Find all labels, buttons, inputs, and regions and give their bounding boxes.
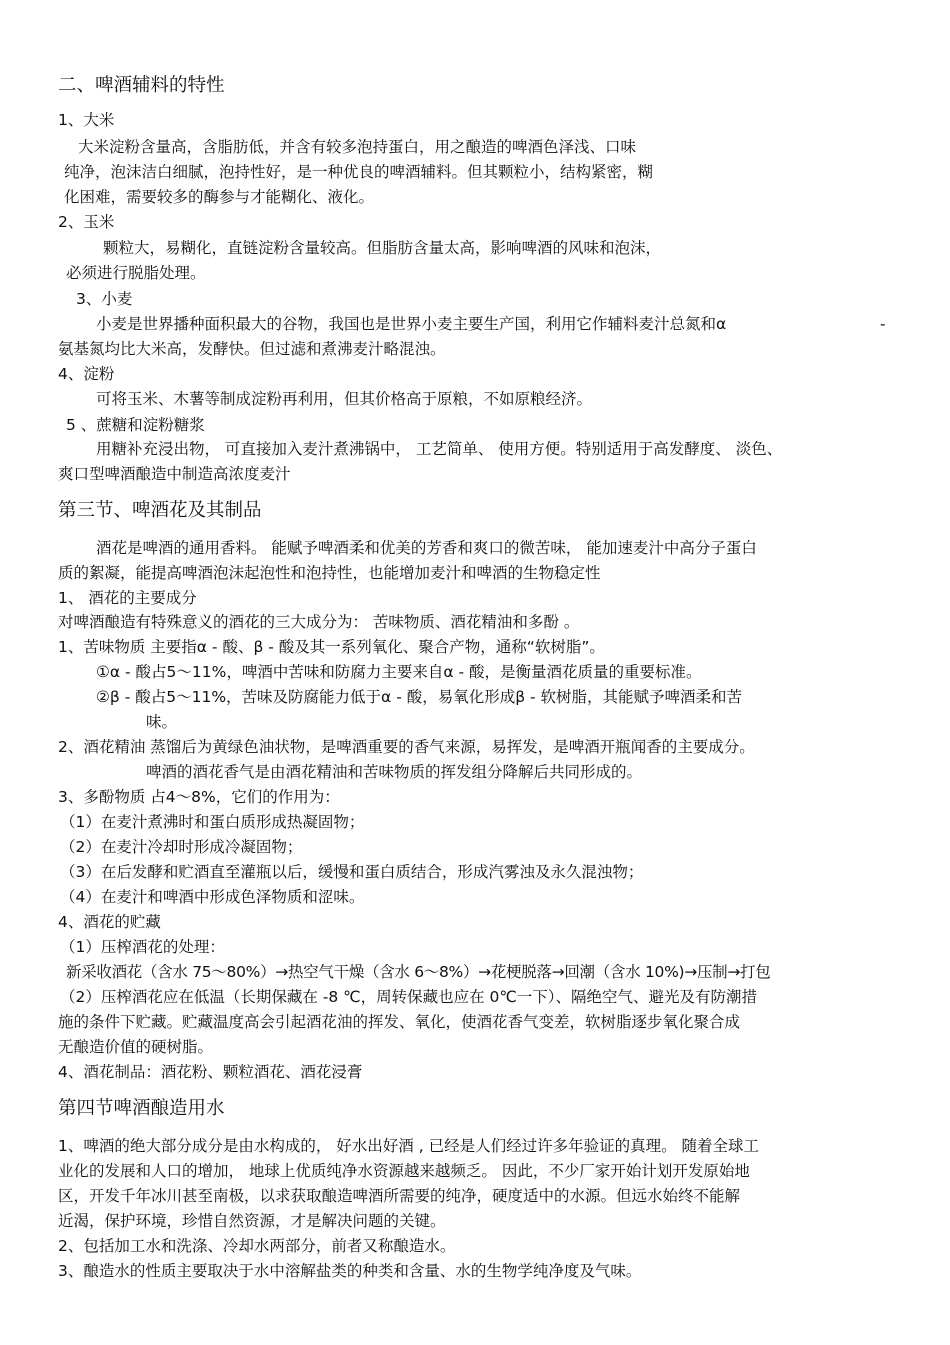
paragraph-line: 区，开发千年冰川甚至南极，以求获取酿造啤酒所需要的纯净，硬度适中的水源。但远水始终不能解	[58, 1187, 741, 1205]
paragraph-line: 质的絮凝，能提高啤酒泡沫起泡性和泡持性，也能增加麦汁和啤酒的生物稳定性	[58, 564, 601, 582]
paragraph-line: 酒花是啤酒的通用香料。 能赋予啤酒柔和优美的芳香和爽口的微苦味， 能加速麦汁中高分子蛋白	[96, 539, 757, 557]
subheading: 4、酒花的贮藏	[58, 913, 161, 931]
paragraph-line: 2、包括加工水和洗涤、冷却水两部分，前者又称酿造水。	[58, 1237, 456, 1255]
subheading: 2、玉米	[58, 213, 115, 231]
paragraph-line: 啤酒的酒花香气是由酒花精油和苦味物质的挥发组分降解后共同形成的。	[146, 763, 643, 781]
paragraph-line: 可将玉米、木薯等制成淀粉再利用，但其价格高于原粮，不如原粮经济。	[96, 390, 593, 408]
paragraph-line: 施的条件下贮藏。贮藏温度高会引起酒花油的挥发、氧化，使酒花香气变差，软树脂逐步氧化聚合成	[58, 1013, 741, 1031]
subheading: 4、淀粉	[58, 365, 115, 383]
list-item: （2）压榨酒花应在低温（长期保藏在 -8 ℃，周转保藏也应在 0℃一下）、隔绝空气、避光及有防潮措	[60, 988, 758, 1006]
list-item: ②β - 酸占5～11%，苦味及防腐能力低于α - 酸，易氧化形成β - 软树脂，其能赋予啤酒柔和苦	[96, 688, 743, 706]
subheading: 1、 酒花的主要成分	[58, 589, 197, 607]
paragraph-line: 氨基氮均比大米高，发酵快。但过滤和煮沸麦汁略混浊。	[58, 340, 446, 358]
process-flow-line: 新采收酒花（含水 75～80%）→热空气干燥（含水 6～8%）→花梗脱落→回潮（含水 10%)→压制→打包	[66, 963, 771, 981]
list-item: （1）压榨酒花的处理：	[60, 938, 225, 956]
paragraph-line: 近渴，保护环境，珍惜自然资源，才是解决问题的关键。	[58, 1212, 446, 1230]
paragraph-line: 3、多酚物质 占4～8%，它们的作用为：	[58, 788, 340, 806]
section-heading: 二、啤酒辅料的特性	[58, 75, 225, 96]
list-item: （1）在麦汁煮沸时和蛋白质形成热凝固物；	[60, 813, 365, 831]
list-item: ①α - 酸占5～11%，啤酒中苦味和防腐力主要来自α - 酸，是衡量酒花质量的重要标准。	[96, 663, 702, 681]
subheading: 3、小麦	[76, 290, 133, 308]
list-item: （3）在后发酵和贮酒直至灌瓶以后，缓慢和蛋白质结合，形成汽雾浊及永久混浊物；	[60, 863, 644, 881]
paragraph-line: 3、酿造水的性质主要取决于水中溶解盐类的种类和含量、水的生物学纯净度及气味。	[58, 1262, 642, 1280]
paragraph-line-fragment: -	[880, 315, 886, 333]
paragraph-line: 小麦是世界播种面积最大的谷物，我国也是世界小麦主要生产国，利用它作辅料麦汁总氮和α	[96, 315, 727, 333]
paragraph-line: 4、酒花制品：酒花粉、颗粒酒花、酒花浸膏	[58, 1063, 363, 1081]
paragraph-line: 爽口型啤酒酿造中制造高浓度麦汁	[58, 465, 291, 483]
paragraph-line: 无酿造价值的硬树脂。	[58, 1038, 214, 1056]
paragraph-line: 1、啤酒的绝大部分成分是由水构成的， 好水出好酒 , 已经是人们经过许多年验证的真理。 随着全球工	[58, 1137, 759, 1155]
paragraph-line: 1、苦味物质 主要指α - 酸、β - 酸及其一系列氧化、聚合产物，通称“软树脂”。	[58, 638, 605, 656]
paragraph-line: 2、酒花精油 蒸馏后为黄绿色油状物，是啤酒重要的香气来源，易挥发，是啤酒开瓶闻香的主要成分。	[58, 738, 755, 756]
list-item: （4）在麦汁和啤酒中形成色泽物质和涩味。	[60, 888, 365, 906]
section-heading: 第四节啤酒酿造用水	[58, 1098, 225, 1119]
paragraph-line: 业化的发展和人口的增加， 地球上优质纯净水资源越来越频乏。 因此，不少厂家开始计划开发原始地	[58, 1162, 750, 1180]
paragraph-line: 用糖补充浸出物， 可直接加入麦汁煮沸锅中， 工艺简单、 使用方便。特别适用于高发酵度、 淡色、	[96, 440, 783, 458]
paragraph-line: 必须进行脱脂处理。	[66, 264, 206, 282]
paragraph-line: 纯净，泡沫洁白细腻，泡持性好，是一种优良的啤酒辅料。但其颗粒小，结构紧密，糊	[64, 163, 654, 181]
section-heading: 第三节、啤酒花及其制品	[58, 500, 262, 521]
paragraph-line: 对啤酒酿造有特殊意义的酒花的三大成分为： 苦味物质、酒花精油和多酚 。	[58, 613, 580, 631]
list-item: （2）在麦汁冷却时形成冷凝固物；	[60, 838, 303, 856]
paragraph-line: 化困难，需要较多的酶参与才能糊化、液化。	[64, 188, 375, 206]
subheading: 5 、蔗糖和淀粉糖浆	[66, 416, 205, 434]
paragraph-line: 大米淀粉含量高，含脂肪低，并含有较多泡持蛋白，用之酿造的啤酒色泽浅、口味	[78, 138, 637, 156]
subheading: 1、大米	[58, 111, 115, 129]
paragraph-line: 颗粒大，易糊化，直链淀粉含量较高。但脂肪含量太高，影响啤酒的风味和泡沫，	[103, 239, 662, 257]
list-item-continued: 味。	[146, 713, 178, 731]
